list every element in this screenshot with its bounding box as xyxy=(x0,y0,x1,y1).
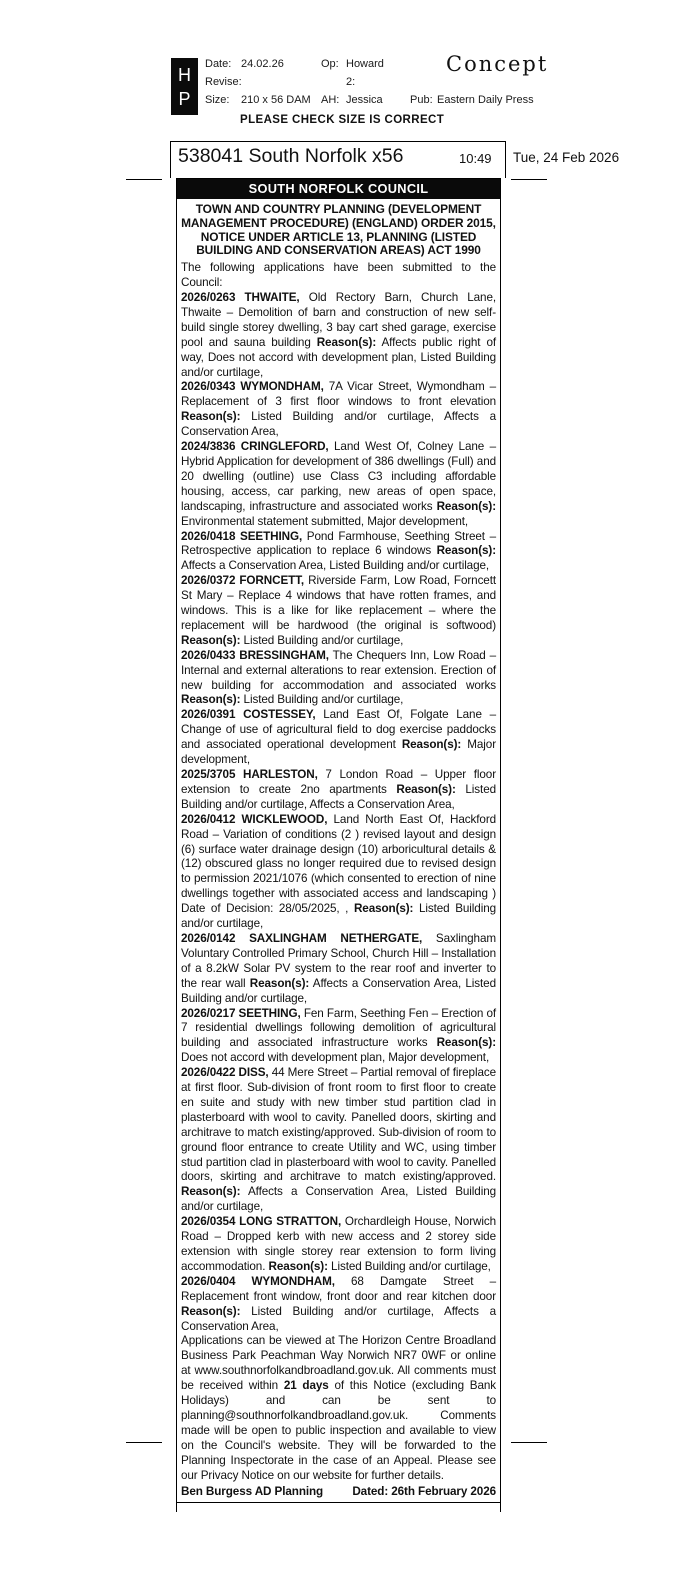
signoff-date: Dated: 26th February 2026 xyxy=(352,1484,496,1498)
footer-text-start: Applications can be viewed at The Horizon Centre Broadland Business Park Peachman Way Norwich NR7 0WF or online at www.southnorfolkandbroadland.gov.uk. All comments must be received within xyxy=(181,1334,496,1393)
footer-paragraph xyxy=(181,1334,496,1483)
crop-mark-title-left xyxy=(170,142,171,178)
notice-act-title: TOWN AND COUNTRY PLANNING (DEVELOPMENT MANAGEMENT PROCEDURE) (ENGLAND) ORDER 2015, NOTICE UNDER ARTICLE 13, PLANNING (LISTED BUILDING AND CONSERVATION AREAS) ACT 1990 xyxy=(181,202,496,258)
publication-label: Pub: xyxy=(410,94,433,106)
hp-publisher-logo xyxy=(171,58,198,115)
application-ref: 2026/0263 THWAITE, xyxy=(181,291,300,304)
application-entry: 2026/0412 WICKLEWOOD, Land North East Of, Hackford Road – Variation of conditions (2 ) revised layout and design (6) surface water drainage design (10) arboricultural details & (12) obscured glass no longer required due to revised design to permission 2021/1076 (which consented to erection of nine dwellings together with associated access and landscaping ) Date of Decision: 28/05/2025, , Reason(s): Listed Building and/or curtilage, xyxy=(181,812,497,931)
application-entry: 2026/0433 BRESSINGHAM, The Chequers Inn, Low Road – Internal and external alterations to rear extension. Erection of new building for accommodation and associated works Reason(s): Listed Building and/or curtilage, xyxy=(181,648,496,707)
application-ref: 2026/0391 COSTESSEY, xyxy=(181,708,316,722)
application-entry: 2026/0418 SEETHING, Pond Farmhouse, Seething Street – Retrospective application to replace 6 windows Reason(s): Affects a Conservation Area, Listed Building and/or curtilage, xyxy=(181,529,496,573)
application-ref: 2026/0404 WYMONDHAM, xyxy=(181,1274,335,1288)
application-entry: 2026/0404 WYMONDHAM, 68 Damgate Street – Replacement front window, front door and rear kitchen door Reason(s): Listed Building and/or curtilage, Affects a Conservation Area, xyxy=(181,1274,496,1333)
proof-time: 10:49 xyxy=(459,151,492,166)
application-ref: 2026/0412 WICKLEWOOD, xyxy=(181,812,328,826)
council-header: SOUTH NORFOLK COUNCIL xyxy=(177,179,500,199)
reason-label: Reason(s): xyxy=(181,1304,241,1318)
reason-label: Reason(s): xyxy=(268,1259,328,1273)
application-ref: 2026/0217 SEETHING, xyxy=(181,1006,301,1020)
size-value: 210 x 56 DAM xyxy=(241,94,311,106)
application-entry: 2026/0354 LONG STRATTON, Orchardleigh House, Norwich Road – Dropped kerb with new access and 2 storey side extension with single storey rear extension to form living accommodation. Reason(s): Listed Building and/or curtilage, xyxy=(181,1215,496,1273)
application-ref: 2026/0433 BRESSINGHAM, xyxy=(181,648,329,662)
application-ref: 2026/0354 LONG STRATTON, xyxy=(181,1215,342,1229)
proof-date: Tue, 24 Feb 2026 xyxy=(513,150,620,165)
application-entry: 2025/3705 HARLESTON, 7 London Road – Upper floor extension to create 2no apartments Reason(s): Listed Building and/or curtilage, Affects a Conservation Area, xyxy=(181,768,496,811)
reason-label: Reason(s): xyxy=(436,1036,496,1050)
application-ref: 2024/3836 CRINGLEFORD, xyxy=(181,440,329,454)
publication-value: Eastern Daily Press xyxy=(437,94,534,106)
size-label: Size: xyxy=(205,94,230,106)
reason-label: Reason(s): xyxy=(249,976,310,990)
reason-label: Reason(s): xyxy=(353,902,414,916)
crop-mark-title-right xyxy=(505,142,506,178)
crop-mark-bottom-right-h xyxy=(511,1442,547,1443)
applications-list xyxy=(181,291,496,1334)
operator-value: Howard xyxy=(346,58,384,70)
application-ref: 2026/0422 DISS, xyxy=(181,1066,269,1080)
crop-mark-bottom-right-v xyxy=(500,1455,501,1512)
account-handler-label: AH: xyxy=(321,94,340,106)
job-id-title: 538041 South Norfolk x56 xyxy=(178,145,404,167)
date-label: Date: xyxy=(205,58,232,70)
planning-notice-ad xyxy=(176,178,501,1503)
reason-label: Reason(s): xyxy=(316,335,377,349)
reason-label: Reason(s): xyxy=(181,693,241,707)
signoff-name: Ben Burgess AD Planning xyxy=(181,1484,324,1498)
footer-deadline: 21 days xyxy=(283,1379,329,1393)
application-entry: 2026/0391 COSTESSEY, Land East Of, Folgate Lane – Change of use of agricultural field to dog exercise paddocks and associated operational development Reason(s): Major development, xyxy=(181,708,496,767)
reason-label: Reason(s): xyxy=(401,738,462,752)
crop-mark-top-right xyxy=(511,179,547,180)
application-ref: 2026/0372 FORNCETT, xyxy=(181,574,305,588)
reason-label: Reason(s): xyxy=(181,1185,241,1199)
operator-label: Op: xyxy=(321,58,339,70)
reason-label: Reason(s): xyxy=(181,633,241,647)
notice-intro: The following applications have been submitted to the Council: xyxy=(181,261,496,290)
revise-value: 2: xyxy=(346,76,356,88)
application-entry: 2026/0263 THWAITE, Old Rectory Barn, Church Lane, Thwaite – Demolition of barn and construction of new self-build single storey dwelling, 3 bay cart shed garage, exercise pool and sauna building Reason(s): Affects public right of way, Does not accord with development plan, Listed Building and/or curtilage, xyxy=(181,291,497,379)
application-ref: 2025/3705 HARLESTON, xyxy=(181,768,318,781)
crop-mark-top-left xyxy=(126,179,162,180)
reason-label: Reason(s): xyxy=(436,499,496,513)
account-handler-value: Jessica xyxy=(346,94,383,106)
application-entry: 2026/0343 WYMONDHAM, 7A Vicar Street, Wymondham – Replacement of 3 first floor windows to front elevation Reason(s): Listed Building and/or curtilage, Affects a Conservation Area, xyxy=(181,380,496,439)
application-entry: 2026/0142 SAXLINGHAM NETHERGATE, Saxlingham Voluntary Controlled Primary School, Church Hill – Installation of a 8.2kW Solar PV system to the rear roof and inverter to the rear wall Reason(s): Affects a Conservation Area, Listed Building and/or curtilage, xyxy=(181,931,496,1005)
application-entry: 2026/0217 SEETHING, Fen Farm, Seething Fen – Erection of 7 residential dwellings following demolition of agricultural building and associated infrastructure works Reason(s): Does not accord with development plan, Major development, xyxy=(181,1006,496,1065)
application-entry: 2026/0422 DISS, 44 Mere Street – Partial removal of fireplace at first floor. Sub-division of front room to first floor to create en suite and study with new timber stud partition clad in plasterboard with wool to cavity. Panelled doors, skirting and architrave to match existing/approved. Sub-division of room to ground floor entrance to create Utility and WC, using timber stud partition clad in plasterboard with wool to cavity. Panelled doors, skirting and architrave to match existing/approved. Reason(s): Affects a Conservation Area, Listed Building and/or curtilage, xyxy=(181,1066,496,1214)
concept-stamp: Concept xyxy=(446,52,549,76)
application-ref: 2026/0142 SAXLINGHAM NETHERGATE, xyxy=(181,931,423,945)
notice-body xyxy=(177,199,500,1502)
reason-label: Reason(s): xyxy=(436,544,496,558)
reason-label: Reason(s): xyxy=(396,782,456,796)
date-value: 24.02.26 xyxy=(241,58,284,70)
application-ref: 2026/0343 WYMONDHAM, xyxy=(181,380,324,394)
header-rule xyxy=(170,141,506,142)
application-entry: 2024/3836 CRINGLEFORD, Land West Of, Colney Lane – Hybrid Application for development of 386 dwellings (Full) and 20 dwelling (outline) use Class C3 including affordable housing, access, car parking, new areas of open space, landscaping, infrastructure and associated works Reason(s): Environmental statement submitted, Major development, xyxy=(181,440,496,528)
hp-logo-letter-p: P xyxy=(178,88,191,109)
reason-label: Reason(s): xyxy=(181,410,241,424)
footer-text-end: of this Notice (excluding Bank Holidays) and can be sent to planning@southnorfolkandbroadland.gov.uk. Comments made will be open to public inspection and available to view on the Council's website. They will be forwarded to the Planning Inspectorate in the case of an Appeal. Please see our Privacy Notice on our website for further details. xyxy=(181,1379,496,1482)
signoff-row xyxy=(181,1484,496,1500)
check-size-warning: PLEASE CHECK SIZE IS CORRECT xyxy=(240,114,445,126)
crop-mark-bottom-left-v xyxy=(176,1455,177,1512)
hp-logo-letter-h: H xyxy=(178,64,191,85)
revise-label: Revise: xyxy=(205,76,242,88)
application-ref: 2026/0418 SEETHING, xyxy=(181,529,303,543)
application-entry: 2026/0372 FORNCETT, Riverside Farm, Low Road, Forncett St Mary – Replace 4 windows that have rotten frames, and windows. This is a like for like replacement – where the replacement will be hardwood (the original is softwood) Reason(s): Listed Building and/or curtilage, xyxy=(181,574,497,647)
crop-mark-bottom-left-h xyxy=(126,1442,162,1443)
